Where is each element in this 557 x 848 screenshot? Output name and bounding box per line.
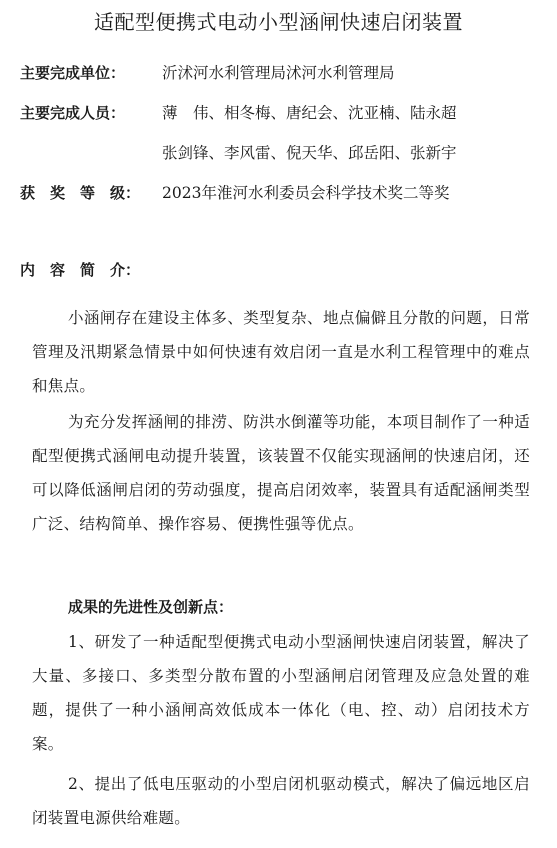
award-row xyxy=(20,180,449,206)
innovation-heading: 成果的先进性及创新点： xyxy=(68,598,234,616)
people-line-2: 张剑锋、李风雷、倪天华、邱岳阳、张新宇 xyxy=(162,144,457,162)
innovation-paragraph-1: 1、研发了一种适配型便携式电动小型涵闸快速启闭装置，解决了大量、多接口、多类型分散布置的小型涵闸启闭管理及应急处置的难题，提供了一种小涵闸高效低成本一体化（电、控、动）启闭技术方案。 xyxy=(32,633,530,753)
people-line-1: 薄 伟、相冬梅、唐纪会、沈亚楠、陆永超 xyxy=(162,104,457,122)
innovation-paragraph-2: 2、提出了低电压驱动的小型启闭机驱动模式，解决了偏远地区启闭装置电源供给难题。 xyxy=(32,775,530,827)
unit-row xyxy=(20,60,395,86)
unit-label: 主要完成单位： xyxy=(20,64,126,82)
intro-paragraph-1: 小涵闸存在建设主体多、类型复杂、地点偏僻且分散的问题，日常管理及汛期紧急情景中如何快速有效启闭一直是水利工程管理中的难点和焦点。 xyxy=(32,309,530,395)
document-title: 适配型便携式电动小型涵闸快速启闭装置 xyxy=(94,10,463,34)
intro-heading: 内 容 简 介： xyxy=(20,261,141,279)
people-row xyxy=(20,100,457,126)
award-label: 获 奖 等 级： xyxy=(20,184,141,202)
unit-value: 沂沭河水利管理局沭河水利管理局 xyxy=(162,64,395,82)
award-value: 2023年淮河水利委员会科学技术奖二等奖 xyxy=(162,184,450,202)
intro-paragraph-2: 为充分发挥涵闸的排涝、防洪水倒灌等功能，本项目制作了一种适配型便携式涵闸电动提升装置，该装置不仅能实现涵闸的快速启闭，还可以降低涵闸启闭的劳动强度，提高启闭效率，装置具有适配涵闸类型广泛、结构简单、操作容易、便携性强等优点。 xyxy=(32,413,530,533)
people-label: 主要完成人员： xyxy=(20,104,126,122)
